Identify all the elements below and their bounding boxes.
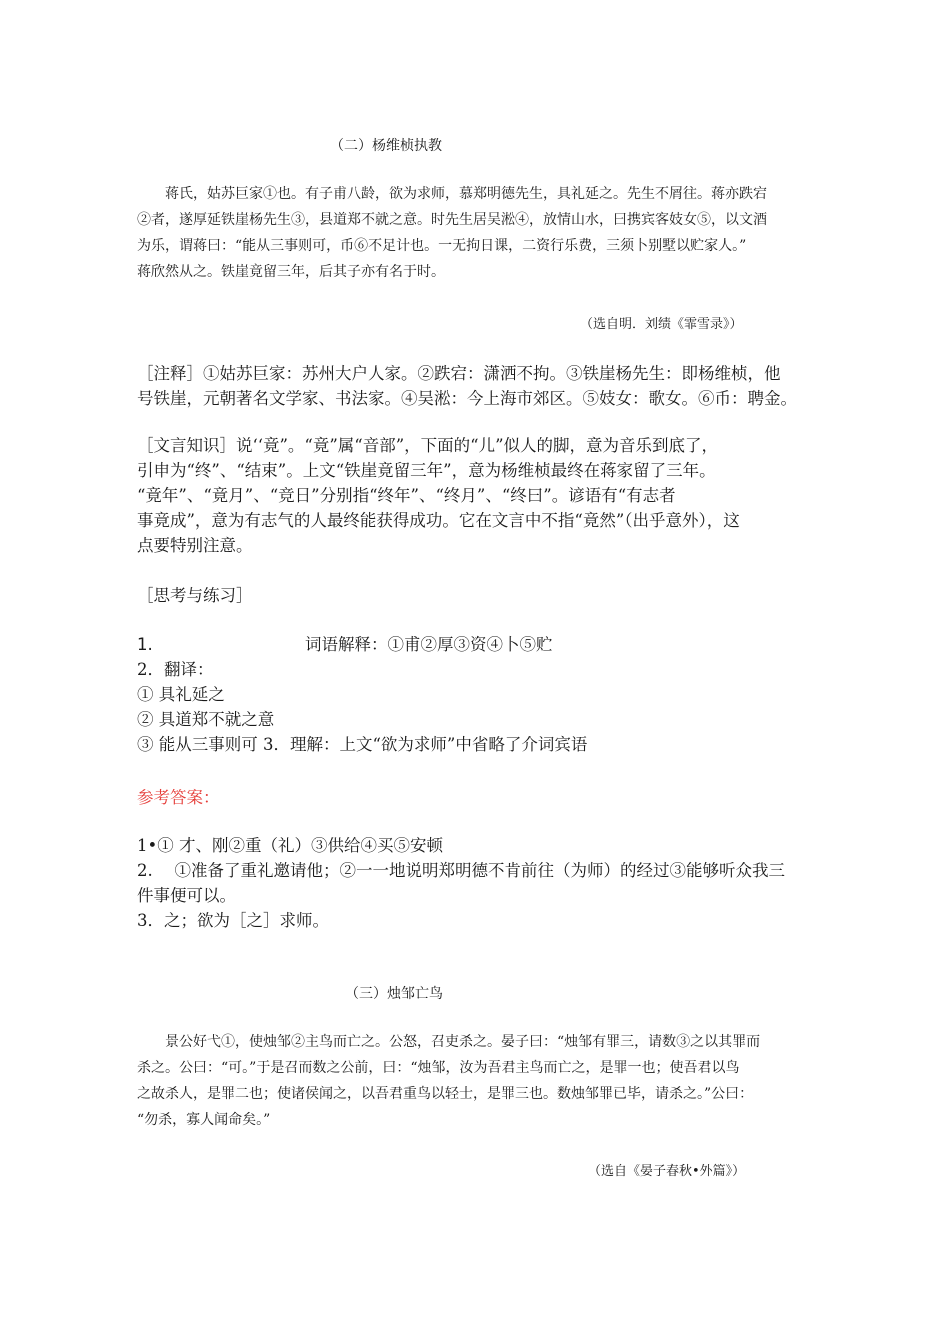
notes-line: 号铁崖，元朝著名文学家、书法家。④吴淞：今上海市郊区。⑤妓女：歌女。⑥币：聘金。 <box>137 389 797 408</box>
notes-line: ［注释］①姑苏巨家：苏州大户人家。②跌宕：潇洒不拘。③铁崖杨先生：即杨维桢，他 <box>137 364 781 383</box>
question-2-item: ② 具道郑不就之意 <box>137 710 275 729</box>
section-3-title: （三）烛邹亡鸟 <box>345 986 443 1002</box>
notes-block <box>137 361 797 411</box>
section-2-paragraph <box>137 181 767 285</box>
answer-heading: 参考答案： <box>137 788 220 807</box>
paragraph-line: 景公好弋①，使烛邹②主鸟而亡之。公怒，召吏杀之。晏子曰：“烛邹有罪三，请数③之以其罪而 <box>137 1034 761 1050</box>
knowledge-line: 事竟成”，意为有志气的人最终能获得成功。它在文言中不指“竟然”（出乎意外），这 <box>137 511 740 530</box>
knowledge-line: 引申为“终”、“结束”。上文“铁崖竟留三年”，意为杨维桢最终在蒋家留了三年。 <box>137 461 716 480</box>
paragraph-line: 蒋欣然从之。铁崖竟留三年，后其子亦有名于时。 <box>137 264 445 280</box>
paragraph-line: 为乐，谓蒋曰：“能从三事则可，币⑥不足计也。一无拘日课，二资行乐费，三须卜别墅以贮家人。” <box>137 238 747 254</box>
knowledge-line: ［文言知识］说‘‘竟”。“竟”属“音部”，下面的“儿”似人的脚，意为音乐到底了， <box>137 436 719 455</box>
question-2-heading: 2．翻译： <box>137 660 214 679</box>
question-2-item: ③ 能从三事则可 3．理解：上文“欲为求师”中省略了介词宾语 <box>137 735 588 754</box>
section-2-title: （二）杨维桢执教 <box>330 138 442 154</box>
question-1-text: 词语解释：①甫②厚③资④卜⑤贮 <box>305 635 553 654</box>
paragraph-line: “勿杀，寡人闻命矣。” <box>137 1112 271 1128</box>
paragraph-line: 蒋氏，姑苏巨家①也。有子甫八龄，欲为求师，慕郑明德先生，具礼延之。先生不屑往。蒋亦跌宕 <box>137 186 767 202</box>
paragraph-line: 杀之。公曰：“可。”于是召而数之公前，曰：“烛邹，汝为吾君主鸟而亡之，是罪一也；使吾君以鸟 <box>137 1060 740 1076</box>
knowledge-block <box>137 433 740 558</box>
section-3-source: （选自《晏子春秋•外篇》） <box>588 1164 746 1179</box>
section-3-paragraph <box>137 1029 760 1133</box>
answer-line: 3．之；欲为［之］求师。 <box>137 911 329 930</box>
knowledge-line: 点要特别注意。 <box>137 536 253 555</box>
question-2-item: ① 具礼延之 <box>137 685 225 704</box>
paragraph-line: 之故杀人，是罪二也；使诸侯闻之，以吾君重鸟以轻士，是罪三也。数烛邹罪已毕，请杀之。”公曰： <box>137 1086 754 1102</box>
answer-line: 1•① 才、刚②重（礼）③供给④买⑤安顿 <box>137 836 443 855</box>
question-1-number: 1. <box>137 635 153 654</box>
section-2-source: （选自明．刘绩《霏雪录》） <box>580 317 743 332</box>
practice-heading: ［思考与练习］ <box>137 586 253 605</box>
question-2-block <box>137 657 587 757</box>
paragraph-line: ②者，遂厚延铁崖杨先生③，县道郑不就之意。时先生居吴淞④，放情山水，曰携宾客妓女⑤，以文酒 <box>137 212 767 228</box>
answers-block <box>137 833 785 933</box>
knowledge-line: “竟年”、“竟月”、“竞日”分别指“终年”、“终月”、“终曰”。谚语有“有志者 <box>137 486 676 505</box>
answer-line: 件事便可以。 <box>137 886 236 905</box>
answer-line: 2. ①准备了重礼邀请他；②一一地说明郑明德不肯前往（为师）的经过③能够听众我三 <box>137 861 785 880</box>
